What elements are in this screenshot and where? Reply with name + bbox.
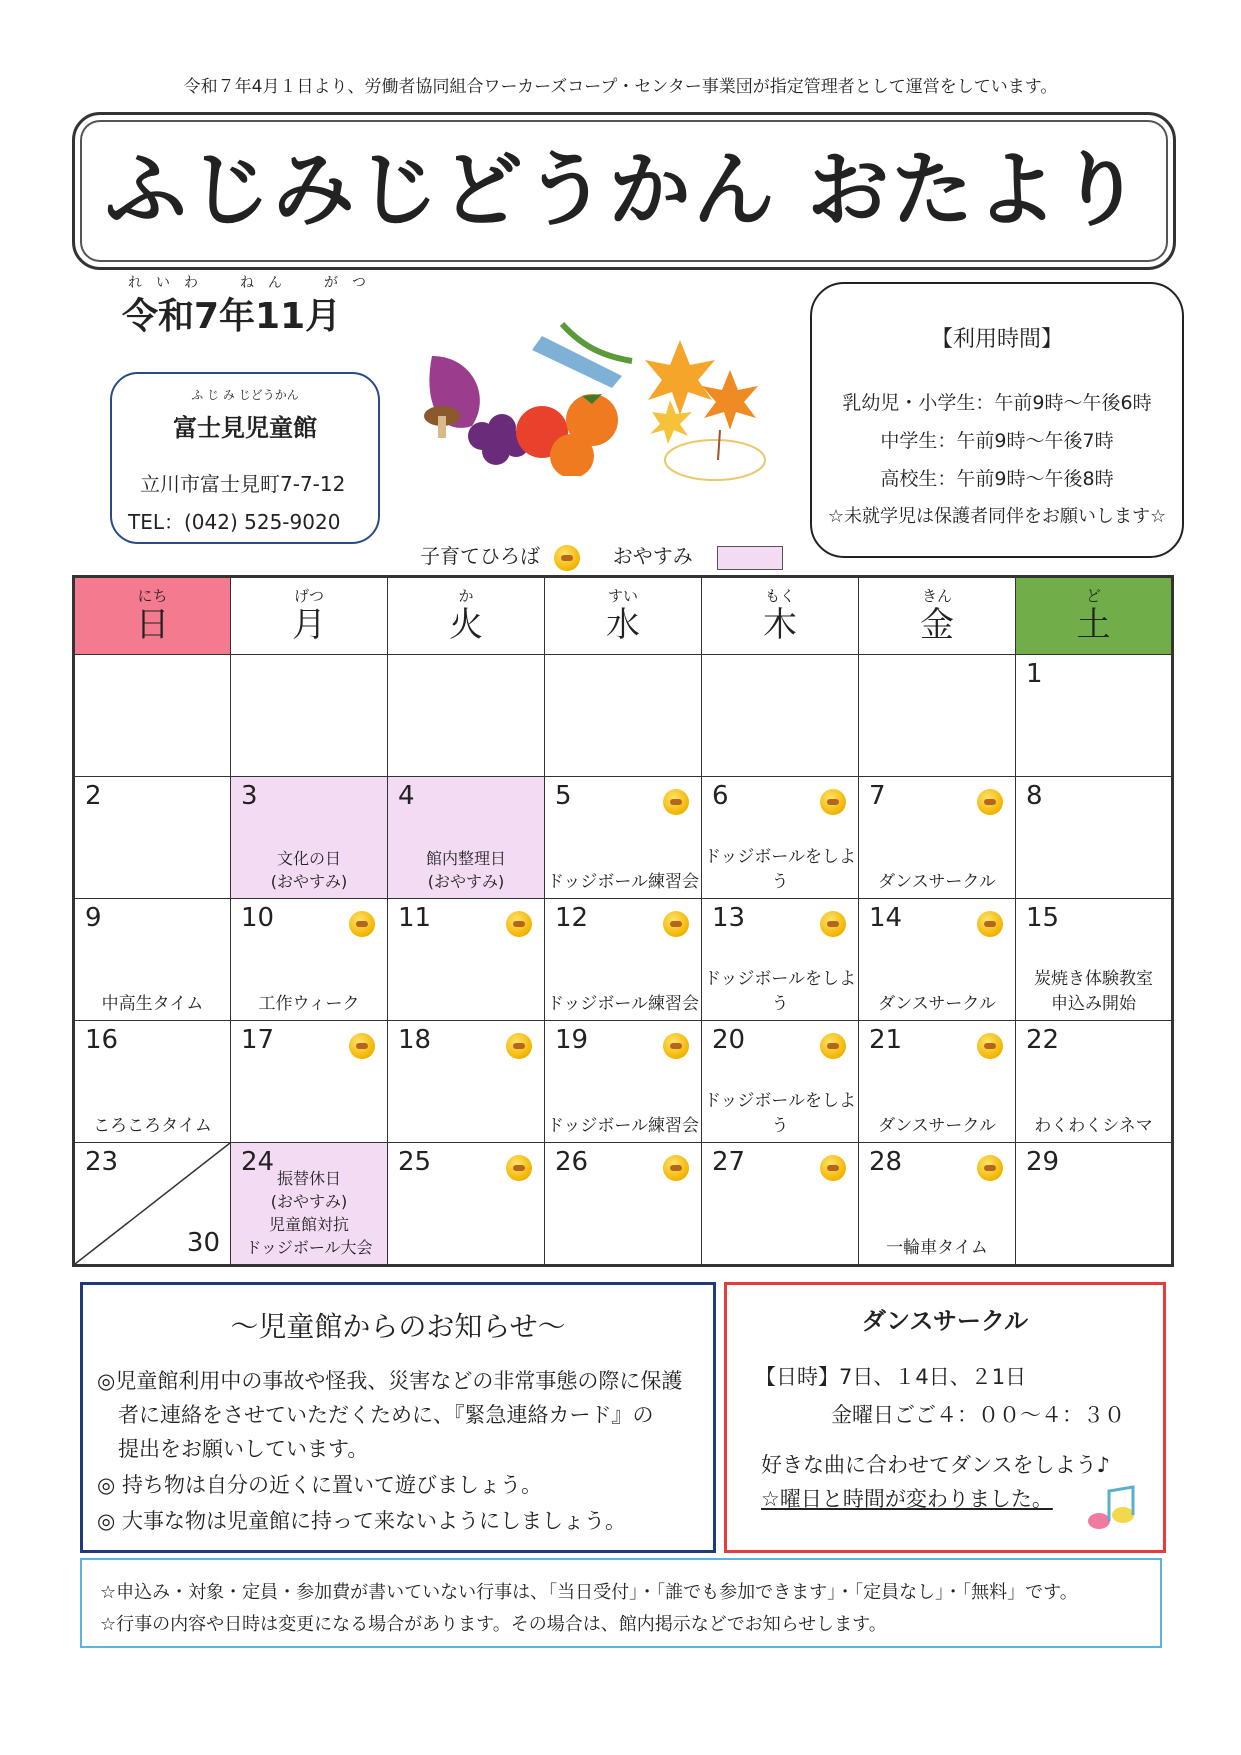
day-number: 2 xyxy=(85,781,102,811)
calendar-day-cell xyxy=(231,1143,388,1266)
calendar-week-row xyxy=(74,1021,1173,1143)
notice-line: ◎ 持ち物は自分の近くに置いて遊びましょう。 xyxy=(97,1473,542,1497)
dance-time: 金曜日ごご４：００～４：３０ xyxy=(831,1403,1125,1427)
notice-line: 者に連絡をさせていただくために、『緊急連絡カード』の xyxy=(97,1403,654,1427)
weekday-ruby: すい xyxy=(607,587,638,605)
weekday-ruby: か xyxy=(458,587,474,605)
title-banner xyxy=(72,112,1176,270)
weekday-label: 日 xyxy=(135,605,170,645)
calendar-header-row xyxy=(74,577,1173,655)
day-number: 28 xyxy=(869,1147,903,1177)
center-phone: TEL：(042) 525-9020 xyxy=(128,510,341,534)
day-event: ドッジボールをしよう xyxy=(704,847,856,892)
calendar-day-cell xyxy=(388,1021,545,1143)
calendar-day-cell xyxy=(859,899,1016,1021)
newsletter-title: ふじみじどうかん おたより xyxy=(104,143,1144,238)
hours-elementary: 乳幼児・小学生：午前9時～午後6時 xyxy=(842,392,1152,414)
chick-icon xyxy=(977,911,1003,937)
calendar-day-cell xyxy=(388,899,545,1021)
day-number: 4 xyxy=(398,781,415,811)
calendar-day-cell xyxy=(388,655,545,777)
day-number: 26 xyxy=(555,1147,589,1177)
chick-icon xyxy=(349,911,375,937)
day-event: ダンスサークル xyxy=(878,1116,996,1136)
calendar-day-cell xyxy=(1016,1143,1173,1266)
calendar-day-cell xyxy=(74,899,231,1021)
day-number: 10 xyxy=(241,903,275,933)
chick-icon xyxy=(977,1033,1003,1059)
day-number: 22 xyxy=(1026,1025,1060,1055)
chick-icon xyxy=(977,1155,1003,1181)
day-event: 炭焼き体験教室 申込み開始 xyxy=(1034,969,1153,1014)
calendar-day-cell xyxy=(231,899,388,1021)
day-number: 20 xyxy=(712,1025,746,1055)
chick-icon xyxy=(554,545,580,571)
weekday-ruby: げつ xyxy=(293,587,324,605)
day-number: 1 xyxy=(1026,659,1043,689)
day-number: 6 xyxy=(712,781,729,811)
footer-notes xyxy=(80,1558,1162,1648)
calendar-day-cell xyxy=(545,1143,702,1266)
issue-date: 令和7年11月 xyxy=(122,296,342,337)
calendar-week-row xyxy=(74,1143,1173,1266)
weekday-label: 木 xyxy=(763,605,797,645)
rest-swatch xyxy=(717,546,783,570)
notice-line: ◎児童館利用中の事故や怪我、災害などの非常事態の際に保護 xyxy=(97,1369,683,1393)
weekday-label: 金 xyxy=(920,605,954,645)
weekday-header xyxy=(1016,577,1173,655)
calendar-day-cell xyxy=(859,777,1016,899)
day-event: 文化の日 (おやすみ) xyxy=(270,849,348,891)
day-number: 24 xyxy=(241,1147,275,1177)
calendar-day-cell xyxy=(859,1021,1016,1143)
calendar-week-row xyxy=(74,899,1173,1021)
day-number: 21 xyxy=(869,1025,903,1055)
day-number: 17 xyxy=(241,1025,275,1055)
hours-junior-high: 中学生：午前9時～午後7時 xyxy=(880,430,1114,452)
hours-note: ☆未就学児は保護者同伴をお願いします☆ xyxy=(827,506,1167,527)
day-event: ダンスサークル xyxy=(878,994,996,1014)
calendar-day-cell xyxy=(702,1143,859,1266)
calendar-day-cell xyxy=(859,1143,1016,1266)
chick-icon xyxy=(820,1033,846,1059)
maple-leaves-illustration xyxy=(640,330,770,500)
day-number: 29 xyxy=(1026,1147,1060,1177)
weekday-ruby: にち xyxy=(137,587,168,605)
calendar-day-cell xyxy=(545,777,702,899)
notice-line: ◎ 大事な物は児童館に持って来ないようにしましょう。 xyxy=(97,1509,626,1533)
day-event: ドッジボール練習会 xyxy=(547,1116,699,1136)
weekday-ruby: きん xyxy=(921,587,952,605)
chick-icon xyxy=(977,789,1003,815)
day-event: ダンスサークル xyxy=(878,872,996,892)
weekday-ruby: もく xyxy=(764,587,795,605)
weekday-label: 火 xyxy=(449,605,483,645)
calendar-day-cell xyxy=(545,1021,702,1143)
day-event: ドッジボールをしよう xyxy=(704,969,856,1014)
weekday-header xyxy=(702,577,859,655)
day-event: ころころタイム xyxy=(93,1116,212,1136)
footer-line-2: ☆行事の内容や日時は変更になる場合があります。その場合は、館内掲示などでお知らせします。 xyxy=(100,1614,887,1635)
weekday-label: 土 xyxy=(1076,605,1111,645)
calendar-day-cell xyxy=(702,1021,859,1143)
footer-line-1: ☆申込み・対象・定員・参加費が書いていない行事は、「当日受付」・「誰でも参加できます」・「定員なし」・「無料」です。 xyxy=(100,1582,1078,1603)
weekday-header xyxy=(388,577,545,655)
day-event: 館内整理日 (おやすみ) xyxy=(425,849,506,891)
calendar-day-cell xyxy=(388,1143,545,1266)
center-name: 富士見児童館 xyxy=(173,414,317,442)
calendar-day-cell xyxy=(545,899,702,1021)
dance-title: ダンスサークル xyxy=(861,1307,1029,1335)
notice-line: 提出をお願いしています。 xyxy=(97,1437,369,1461)
day-number: 5 xyxy=(555,781,572,811)
center-address: 立川市富士見町7-7-12 xyxy=(140,472,346,496)
calendar-week-row xyxy=(74,777,1173,899)
intro-text: 令和７年4月１日より、労働者協同組合ワーカーズコープ・センター事業団が指定管理者として運営をしています。 xyxy=(183,77,1058,97)
day-number: 13 xyxy=(712,903,746,933)
music-note-icon xyxy=(1081,1485,1141,1535)
day-number: 18 xyxy=(398,1025,432,1055)
calendar-week-row xyxy=(74,655,1173,777)
dance-note: ☆曜日と時間が変わりました。 xyxy=(761,1487,1053,1511)
chick-icon xyxy=(349,1033,375,1059)
calendar-day-cell xyxy=(74,655,231,777)
day-number: 23 xyxy=(85,1147,119,1177)
opening-hours-box xyxy=(810,282,1184,558)
day-number: 27 xyxy=(712,1147,746,1177)
calendar-day-cell xyxy=(231,655,388,777)
chick-icon xyxy=(506,1033,532,1059)
dance-circle-box xyxy=(724,1282,1166,1553)
chick-icon xyxy=(820,911,846,937)
day-number: 7 xyxy=(869,781,886,811)
chick-icon xyxy=(820,1155,846,1181)
calendar-day-cell xyxy=(1016,1021,1173,1143)
calendar-legend xyxy=(420,540,783,571)
legend-rest-label: おやすみ xyxy=(612,544,693,568)
day-number: 19 xyxy=(555,1025,589,1055)
calendar-day-cell xyxy=(388,777,545,899)
calendar xyxy=(72,575,1174,1267)
calendar-day-cell xyxy=(74,777,231,899)
autumn-food-illustration xyxy=(412,316,634,476)
weekday-label: 月 xyxy=(292,605,326,645)
day-event: 中高生タイム xyxy=(101,994,204,1014)
day-number: 15 xyxy=(1026,903,1060,933)
day-number: 14 xyxy=(869,903,903,933)
day-event: ドッジボールをしよう xyxy=(704,1091,856,1136)
calendar-day-cell xyxy=(74,1021,231,1143)
weekday-header xyxy=(231,577,388,655)
chick-icon xyxy=(820,789,846,815)
weekday-ruby: ど xyxy=(1085,587,1101,605)
calendar-day-cell xyxy=(859,655,1016,777)
date-ruby: れいわ ねん がつ xyxy=(128,275,380,291)
hours-title: 【利用時間】 xyxy=(930,327,1063,352)
day-number: 16 xyxy=(85,1025,119,1055)
notice-box xyxy=(80,1282,716,1553)
day-number: 9 xyxy=(85,903,102,933)
calendar-body xyxy=(74,655,1173,1266)
calendar-day-cell xyxy=(545,655,702,777)
day-number: 25 xyxy=(398,1147,432,1177)
legend-hiroba-label: 子育てひろば xyxy=(420,544,540,568)
dance-schedule: 【日時】7日、１4日、２1日 xyxy=(755,1365,1027,1389)
dance-description: 好きな曲に合わせてダンスをしよう♪ xyxy=(761,1453,1110,1477)
calendar-day-cell xyxy=(231,1021,388,1143)
day-event: ドッジボール練習会 xyxy=(547,872,699,892)
day-event: 振替休日 (おやすみ) 児童館対抗 ドッジボール大会 xyxy=(245,1169,373,1257)
chick-icon xyxy=(506,1155,532,1181)
hours-high-school: 高校生：午前9時～午後8時 xyxy=(880,468,1114,490)
day-number: 11 xyxy=(398,903,432,933)
day-event: ドッジボール練習会 xyxy=(547,994,699,1014)
day-event: 一輪車タイム xyxy=(886,1238,988,1258)
day-event: 工作ウィーク xyxy=(258,994,360,1014)
chick-icon xyxy=(506,911,532,937)
calendar-day-cell xyxy=(702,655,859,777)
chick-icon xyxy=(663,911,689,937)
center-info-box xyxy=(110,372,380,544)
calendar-day-cell xyxy=(702,899,859,1021)
weekday-header xyxy=(545,577,702,655)
notice-title: ～児童館からのお知らせ～ xyxy=(230,1310,566,1343)
chick-icon xyxy=(663,1033,689,1059)
calendar-day-cell xyxy=(74,1143,231,1266)
weekday-header xyxy=(859,577,1016,655)
calendar-day-cell xyxy=(231,777,388,899)
calendar-day-cell xyxy=(1016,777,1173,899)
day-number: 8 xyxy=(1026,781,1043,811)
day-number: 3 xyxy=(241,781,258,811)
center-name-ruby: ふ じ み じどうかん xyxy=(191,388,299,402)
calendar-day-cell xyxy=(702,777,859,899)
calendar-day-cell xyxy=(1016,655,1173,777)
chick-icon xyxy=(663,1155,689,1181)
calendar-day-cell xyxy=(1016,899,1173,1021)
chick-icon xyxy=(663,789,689,815)
weekday-header xyxy=(74,577,231,655)
weekday-label: 水 xyxy=(606,605,640,645)
day-event: わくわくシネマ xyxy=(1034,1116,1153,1136)
day-number: 30 xyxy=(186,1228,220,1258)
day-number: 12 xyxy=(555,903,589,933)
